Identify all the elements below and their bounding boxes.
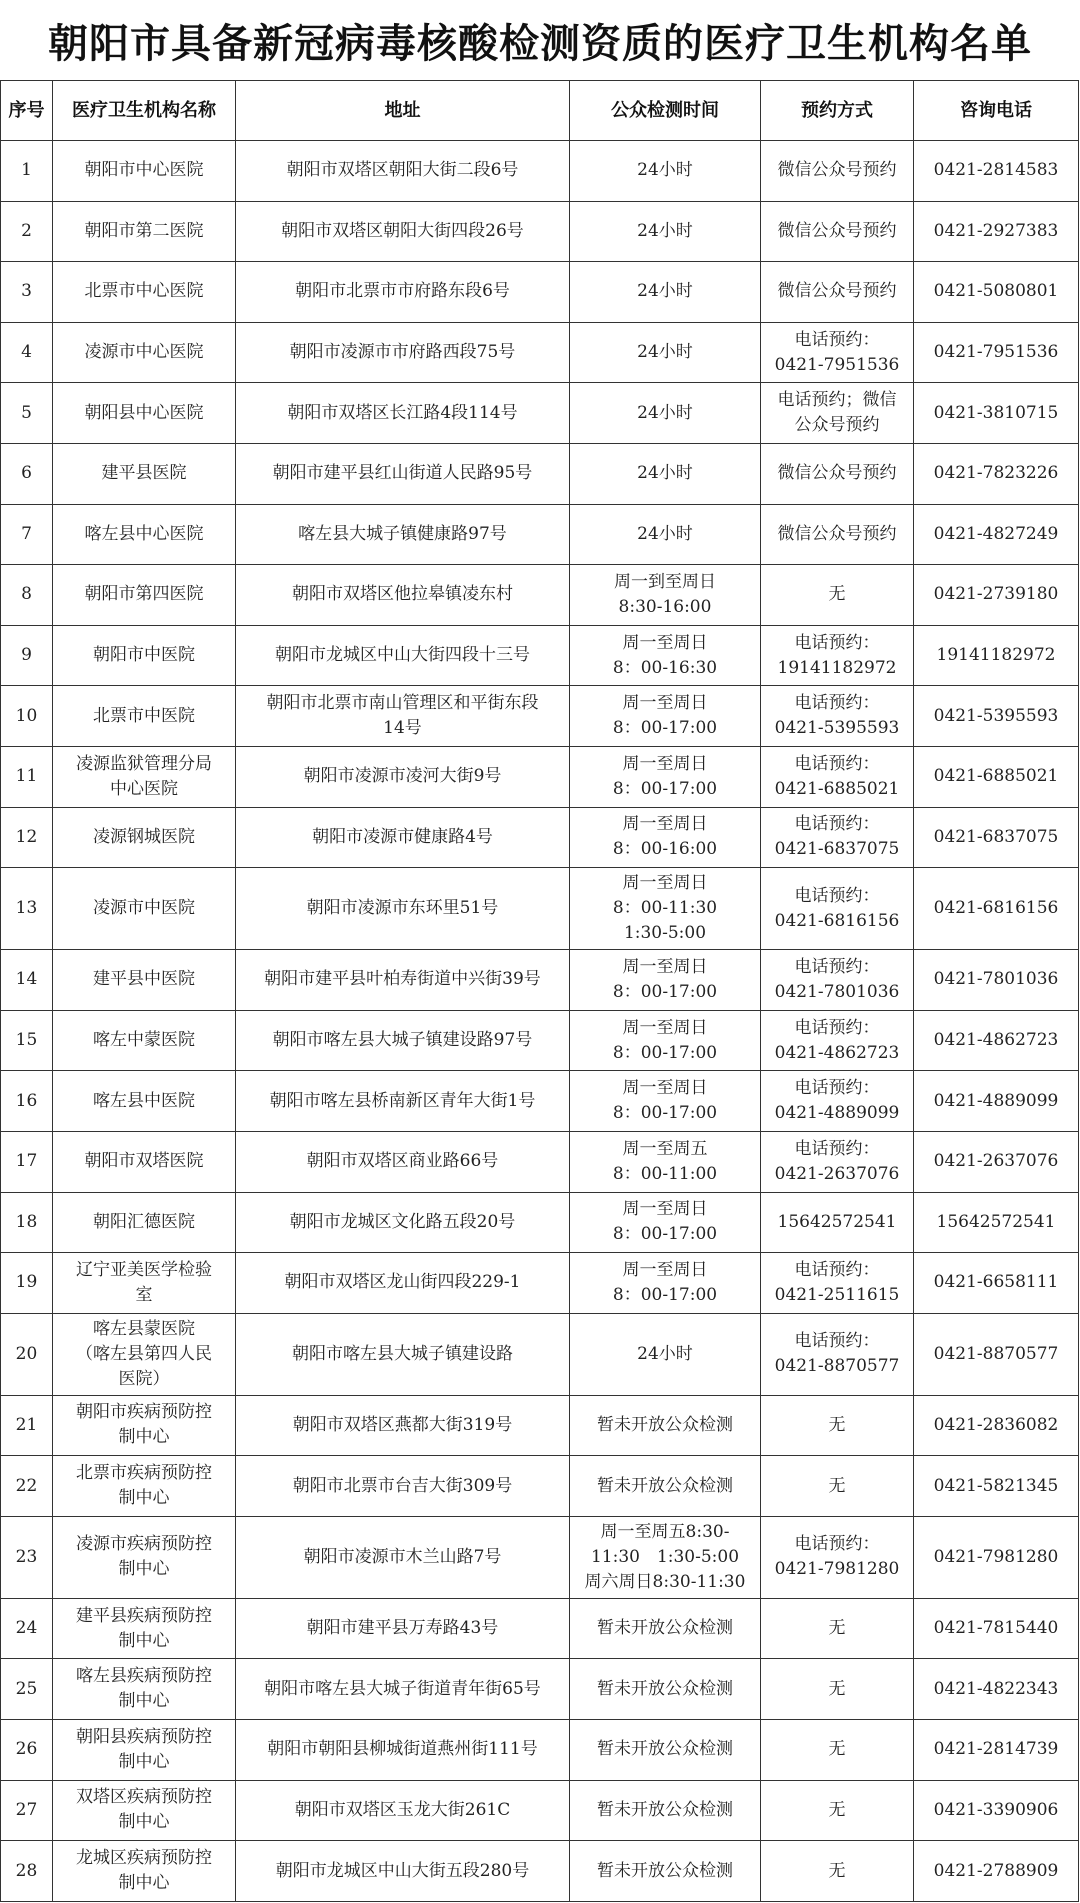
cell-no: 2 — [1, 201, 53, 262]
cell-booking-method: 电话预约： 0421-5395593 — [761, 686, 914, 747]
cell-no: 15 — [1, 1010, 53, 1071]
cell-address: 朝阳市双塔区朝阳大街四段26号 — [236, 201, 570, 262]
cell-address: 朝阳市凌源市市府路西段75号 — [236, 322, 570, 383]
header-no: 序号 — [1, 81, 53, 141]
cell-institution-name: 建平县医院 — [53, 443, 236, 504]
table-row — [1, 1659, 1079, 1720]
cell-address: 朝阳市喀左县大城子镇建设路 — [236, 1313, 570, 1395]
cell-test-time: 暂未开放公众检测 — [570, 1780, 761, 1841]
cell-institution-name: 建平县疾病预防控 制中心 — [53, 1598, 236, 1659]
table-row — [1, 1395, 1079, 1456]
table-row — [1, 1253, 1079, 1314]
cell-no: 3 — [1, 262, 53, 323]
cell-test-time: 周一至周日 8：00-17:00 — [570, 1010, 761, 1071]
cell-no: 27 — [1, 1780, 53, 1841]
cell-booking-method: 无 — [761, 1395, 914, 1456]
cell-no: 26 — [1, 1720, 53, 1781]
cell-phone: 0421-4889099 — [914, 1071, 1079, 1132]
header-time: 公众检测时间 — [570, 81, 761, 141]
cell-no: 7 — [1, 504, 53, 565]
cell-no: 16 — [1, 1071, 53, 1132]
cell-booking-method: 电话预约： 0421-4862723 — [761, 1010, 914, 1071]
cell-address: 朝阳市双塔区燕都大街319号 — [236, 1395, 570, 1456]
cell-phone: 0421-2739180 — [914, 565, 1079, 626]
cell-booking-method: 无 — [761, 1841, 914, 1902]
cell-test-time: 24小时 — [570, 504, 761, 565]
cell-address: 朝阳市凌源市健康路4号 — [236, 807, 570, 868]
table-row — [1, 746, 1079, 807]
table-row — [1, 1516, 1079, 1598]
cell-booking-method: 电话预约： 0421-4889099 — [761, 1071, 914, 1132]
cell-test-time: 暂未开放公众检测 — [570, 1395, 761, 1456]
cell-test-time: 周一至周日 8：00-17:00 — [570, 1071, 761, 1132]
cell-test-time: 暂未开放公众检测 — [570, 1659, 761, 1720]
cell-phone: 0421-6837075 — [914, 807, 1079, 868]
cell-booking-method: 电话预约： 0421-7981280 — [761, 1516, 914, 1598]
cell-institution-name: 朝阳市第四医院 — [53, 565, 236, 626]
header-name: 医疗卫生机构名称 — [53, 81, 236, 141]
cell-booking-method: 电话预约： 0421-6837075 — [761, 807, 914, 868]
cell-test-time: 24小时 — [570, 201, 761, 262]
cell-booking-method: 电话预约： 0421-6885021 — [761, 746, 914, 807]
cell-test-time: 周一至周日 8：00-17:00 — [570, 686, 761, 747]
cell-phone: 19141182972 — [914, 625, 1079, 686]
cell-booking-method: 无 — [761, 1659, 914, 1720]
cell-phone: 0421-5080801 — [914, 262, 1079, 323]
cell-booking-method: 无 — [761, 1456, 914, 1517]
table-row — [1, 504, 1079, 565]
cell-phone: 0421-3390906 — [914, 1780, 1079, 1841]
cell-phone: 0421-6885021 — [914, 746, 1079, 807]
cell-address: 朝阳市凌源市凌河大街9号 — [236, 746, 570, 807]
cell-no: 8 — [1, 565, 53, 626]
cell-no: 25 — [1, 1659, 53, 1720]
cell-booking-method: 电话预约： 0421-2637076 — [761, 1131, 914, 1192]
cell-no: 9 — [1, 625, 53, 686]
cell-booking-method: 电话预约： 0421-7951536 — [761, 322, 914, 383]
cell-no: 5 — [1, 383, 53, 444]
cell-no: 28 — [1, 1841, 53, 1902]
cell-address: 朝阳市朝阳县柳城街道燕州街111号 — [236, 1720, 570, 1781]
cell-institution-name: 凌源市中心医院 — [53, 322, 236, 383]
cell-institution-name: 朝阳市中心医院 — [53, 141, 236, 202]
cell-address: 朝阳市喀左县大城子街道青年街65号 — [236, 1659, 570, 1720]
table-row — [1, 1456, 1079, 1517]
cell-phone: 0421-4827249 — [914, 504, 1079, 565]
cell-booking-method: 电话预约： 0421-7801036 — [761, 950, 914, 1011]
cell-address: 朝阳市龙城区中山大街五段280号 — [236, 1841, 570, 1902]
cell-institution-name: 朝阳市双塔医院 — [53, 1131, 236, 1192]
cell-institution-name: 凌源钢城医院 — [53, 807, 236, 868]
cell-test-time: 暂未开放公众检测 — [570, 1720, 761, 1781]
cell-institution-name: 朝阳市中医院 — [53, 625, 236, 686]
cell-phone: 0421-2927383 — [914, 201, 1079, 262]
cell-phone: 0421-4862723 — [914, 1010, 1079, 1071]
table-row — [1, 686, 1079, 747]
cell-booking-method: 微信公众号预约 — [761, 504, 914, 565]
cell-phone: 0421-2836082 — [914, 1395, 1079, 1456]
cell-booking-method: 电话预约： 0421-2511615 — [761, 1253, 914, 1314]
cell-institution-name: 北票市中医院 — [53, 686, 236, 747]
cell-no: 10 — [1, 686, 53, 747]
cell-phone: 0421-5395593 — [914, 686, 1079, 747]
cell-no: 11 — [1, 746, 53, 807]
cell-institution-name: 朝阳市第二医院 — [53, 201, 236, 262]
cell-phone: 0421-7815440 — [914, 1598, 1079, 1659]
cell-phone: 0421-6816156 — [914, 868, 1079, 950]
table-body — [1, 141, 1079, 1902]
cell-phone: 0421-4822343 — [914, 1659, 1079, 1720]
cell-institution-name: 辽宁亚美医学检验 室 — [53, 1253, 236, 1314]
cell-phone: 0421-6658111 — [914, 1253, 1079, 1314]
cell-institution-name: 凌源监狱管理分局 中心医院 — [53, 746, 236, 807]
cell-address: 朝阳市喀左县桥南新区青年大街1号 — [236, 1071, 570, 1132]
cell-institution-name: 朝阳县中心医院 — [53, 383, 236, 444]
cell-test-time: 周一至周日 8：00-16:30 — [570, 625, 761, 686]
table-row — [1, 201, 1079, 262]
cell-booking-method: 微信公众号预约 — [761, 201, 914, 262]
cell-test-time: 暂未开放公众检测 — [570, 1841, 761, 1902]
cell-institution-name: 凌源市中医院 — [53, 868, 236, 950]
cell-address: 朝阳市凌源市木兰山路7号 — [236, 1516, 570, 1598]
cell-phone: 0421-8870577 — [914, 1313, 1079, 1395]
cell-test-time: 24小时 — [570, 322, 761, 383]
cell-phone: 0421-7801036 — [914, 950, 1079, 1011]
table-row — [1, 625, 1079, 686]
institution-table — [0, 80, 1079, 1902]
cell-test-time: 24小时 — [570, 443, 761, 504]
cell-no: 23 — [1, 1516, 53, 1598]
cell-phone: 0421-2814739 — [914, 1720, 1079, 1781]
cell-booking-method: 无 — [761, 565, 914, 626]
cell-no: 19 — [1, 1253, 53, 1314]
cell-address: 朝阳市双塔区龙山街四段229-1 — [236, 1253, 570, 1314]
table-row — [1, 322, 1079, 383]
table-row — [1, 950, 1079, 1011]
table-row — [1, 1841, 1079, 1902]
cell-institution-name: 建平县中医院 — [53, 950, 236, 1011]
header-address: 地址 — [236, 81, 570, 141]
table-row — [1, 262, 1079, 323]
table-row — [1, 443, 1079, 504]
cell-booking-method: 无 — [761, 1720, 914, 1781]
cell-phone: 15642572541 — [914, 1192, 1079, 1253]
cell-no: 1 — [1, 141, 53, 202]
cell-booking-method: 电话预约： 19141182972 — [761, 625, 914, 686]
cell-address: 朝阳市建平县叶柏寿街道中兴街39号 — [236, 950, 570, 1011]
cell-address: 朝阳市龙城区中山大街四段十三号 — [236, 625, 570, 686]
cell-test-time: 周一到至周日 8:30-16:00 — [570, 565, 761, 626]
header-phone: 咨询电话 — [914, 81, 1079, 141]
table-row — [1, 1720, 1079, 1781]
cell-address: 朝阳市双塔区朝阳大街二段6号 — [236, 141, 570, 202]
cell-address: 喀左县大城子镇健康路97号 — [236, 504, 570, 565]
cell-institution-name: 北票市疾病预防控 制中心 — [53, 1456, 236, 1517]
cell-institution-name: 北票市中心医院 — [53, 262, 236, 323]
cell-institution-name: 龙城区疾病预防控 制中心 — [53, 1841, 236, 1902]
cell-institution-name: 朝阳汇德医院 — [53, 1192, 236, 1253]
table-row — [1, 1131, 1079, 1192]
cell-test-time: 暂未开放公众检测 — [570, 1456, 761, 1517]
table-row — [1, 1313, 1079, 1395]
table-row — [1, 1780, 1079, 1841]
cell-test-time: 周一至周日 8：00-16:00 — [570, 807, 761, 868]
table-header-row — [1, 81, 1079, 141]
cell-phone: 0421-7823226 — [914, 443, 1079, 504]
cell-address: 朝阳市双塔区商业路66号 — [236, 1131, 570, 1192]
table-row — [1, 807, 1079, 868]
cell-phone: 0421-5821345 — [914, 1456, 1079, 1517]
cell-no: 6 — [1, 443, 53, 504]
cell-institution-name: 朝阳市疾病预防控 制中心 — [53, 1395, 236, 1456]
cell-booking-method: 无 — [761, 1780, 914, 1841]
cell-phone: 0421-3810715 — [914, 383, 1079, 444]
cell-institution-name: 喀左县蒙医院 （喀左县第四人民 医院） — [53, 1313, 236, 1395]
cell-address: 朝阳市双塔区他拉皋镇凌东村 — [236, 565, 570, 626]
cell-institution-name: 朝阳县疾病预防控 制中心 — [53, 1720, 236, 1781]
cell-test-time: 周一至周日 8：00-17:00 — [570, 1192, 761, 1253]
cell-test-time: 24小时 — [570, 1313, 761, 1395]
cell-no: 21 — [1, 1395, 53, 1456]
cell-booking-method: 微信公众号预约 — [761, 262, 914, 323]
header-booking: 预约方式 — [761, 81, 914, 141]
cell-institution-name: 喀左中蒙医院 — [53, 1010, 236, 1071]
cell-test-time: 周一至周五 8：00-11:00 — [570, 1131, 761, 1192]
cell-institution-name: 双塔区疾病预防控 制中心 — [53, 1780, 236, 1841]
cell-no: 24 — [1, 1598, 53, 1659]
cell-test-time: 周一至周日 8：00-17:00 — [570, 746, 761, 807]
cell-no: 20 — [1, 1313, 53, 1395]
cell-no: 13 — [1, 868, 53, 950]
table-row — [1, 141, 1079, 202]
table-row — [1, 1598, 1079, 1659]
cell-booking-method: 微信公众号预约 — [761, 141, 914, 202]
cell-institution-name: 凌源市疾病预防控 制中心 — [53, 1516, 236, 1598]
cell-test-time: 24小时 — [570, 383, 761, 444]
table-row — [1, 565, 1079, 626]
cell-booking-method: 15642572541 — [761, 1192, 914, 1253]
cell-test-time: 暂未开放公众检测 — [570, 1598, 761, 1659]
cell-address: 朝阳市北票市台吉大街309号 — [236, 1456, 570, 1517]
cell-phone: 0421-7951536 — [914, 322, 1079, 383]
cell-booking-method: 电话预约： 0421-6816156 — [761, 868, 914, 950]
cell-booking-method: 电话预约；微信 公众号预约 — [761, 383, 914, 444]
cell-address: 朝阳市双塔区玉龙大街261C — [236, 1780, 570, 1841]
cell-institution-name: 喀左县疾病预防控 制中心 — [53, 1659, 236, 1720]
cell-no: 4 — [1, 322, 53, 383]
page-title: 朝阳市具备新冠病毒核酸检测资质的医疗卫生机构名单 — [48, 20, 1032, 67]
cell-phone: 0421-7981280 — [914, 1516, 1079, 1598]
table-row — [1, 1010, 1079, 1071]
cell-phone: 0421-2788909 — [914, 1841, 1079, 1902]
cell-booking-method: 微信公众号预约 — [761, 443, 914, 504]
cell-address: 朝阳市建平县万寿路43号 — [236, 1598, 570, 1659]
cell-address: 朝阳市凌源市东环里51号 — [236, 868, 570, 950]
cell-phone: 0421-2637076 — [914, 1131, 1079, 1192]
cell-phone: 0421-2814583 — [914, 141, 1079, 202]
cell-no: 18 — [1, 1192, 53, 1253]
table-row — [1, 1071, 1079, 1132]
cell-no: 17 — [1, 1131, 53, 1192]
cell-address: 朝阳市喀左县大城子镇建设路97号 — [236, 1010, 570, 1071]
cell-address: 朝阳市双塔区长江路4段114号 — [236, 383, 570, 444]
cell-institution-name: 喀左县中医院 — [53, 1071, 236, 1132]
cell-address: 朝阳市北票市市府路东段6号 — [236, 262, 570, 323]
cell-booking-method: 电话预约： 0421-8870577 — [761, 1313, 914, 1395]
cell-no: 12 — [1, 807, 53, 868]
cell-test-time: 周一至周日 8：00-11:30 1:30-5:00 — [570, 868, 761, 950]
table-row — [1, 868, 1079, 950]
cell-test-time: 周一至周日 8：00-17:00 — [570, 950, 761, 1011]
cell-test-time: 周一至周五8:30- 11:30 1:30-5:00 周六周日8:30-11:30 — [570, 1516, 761, 1598]
cell-address: 朝阳市北票市南山管理区和平街东段 14号 — [236, 686, 570, 747]
cell-test-time: 24小时 — [570, 262, 761, 323]
cell-no: 14 — [1, 950, 53, 1011]
cell-address: 朝阳市龙城区文化路五段20号 — [236, 1192, 570, 1253]
cell-test-time: 24小时 — [570, 141, 761, 202]
table-row — [1, 383, 1079, 444]
table-row — [1, 1192, 1079, 1253]
cell-no: 22 — [1, 1456, 53, 1517]
cell-booking-method: 无 — [761, 1598, 914, 1659]
cell-test-time: 周一至周日 8：00-17:00 — [570, 1253, 761, 1314]
cell-institution-name: 喀左县中心医院 — [53, 504, 236, 565]
cell-address: 朝阳市建平县红山街道人民路95号 — [236, 443, 570, 504]
